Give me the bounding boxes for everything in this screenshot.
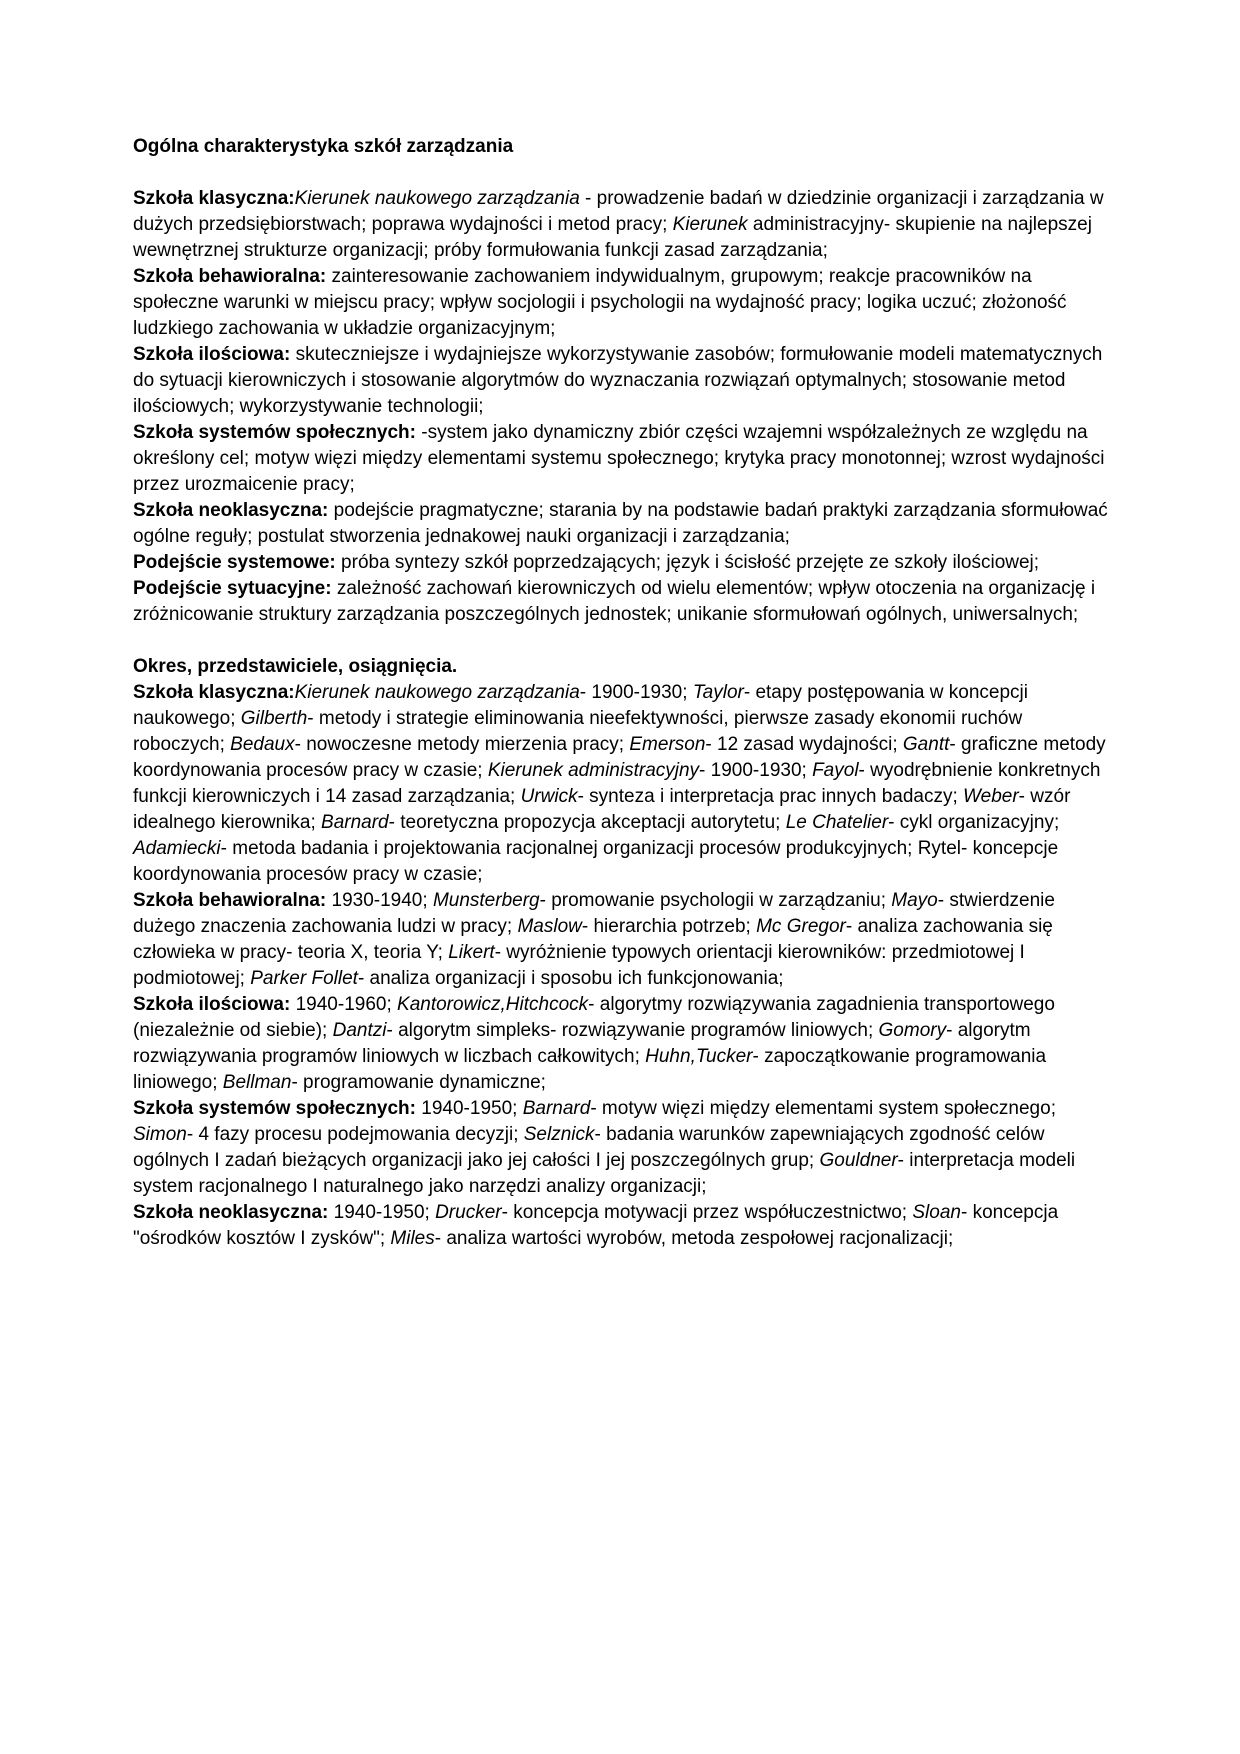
text-run: -system jako dynamiczny zbiór części wzajemni współzależnych ze względu na określony cel; motyw więzi między elementami systemu społecznego; krytyka pracy monotonnej; wzrost wydajności przez urozmaicenie pracy; bbox=[133, 422, 1105, 495]
paragraph bbox=[133, 264, 1115, 342]
paragraph bbox=[133, 550, 1115, 576]
text-run: zależność zachowań kierowniczych od wielu elementów; wpływ otoczenia na organizację i zróżnicowanie struktury zarządzania poszczególnych jednostek; unikanie sformułowań ogólnych, uniwersalnych; bbox=[133, 578, 1096, 625]
section-period-representatives bbox=[133, 680, 1115, 1252]
italic-run: Gomory bbox=[878, 1020, 947, 1041]
text-run: - cykl organizacyjny; bbox=[888, 812, 1060, 833]
italic-run: Kantorowicz,Hitchcock bbox=[397, 994, 589, 1015]
text-run: podejście pragmatyczne; starania by na podstawie badań praktyki zarządzania sformułować ogólne reguły; postulat stworzenia jednakowej nauki organizacji i zarządzania; bbox=[133, 500, 1108, 547]
italic-run: Kierunek bbox=[672, 214, 748, 235]
italic-run: Bellman bbox=[222, 1072, 292, 1093]
italic-run: Mayo bbox=[891, 890, 938, 911]
text-run: - graficzne metody koordynowania procesów pracy w czasie; bbox=[133, 734, 1106, 781]
text-run: - teoretyczna propozycja akceptacji autorytetu; bbox=[388, 812, 786, 833]
italic-run: Adamiecki bbox=[133, 838, 221, 859]
italic-run: Miles bbox=[390, 1228, 435, 1249]
text-run: - algorytmy rozwiązywania zagadnienia transportowego (niezależnie od siebie); bbox=[133, 994, 1055, 1041]
text-run: - metoda badania i projektowania racjonalnej organizacji procesów produkcyjnych; Rytel- koncepcje koordynowania procesów pracy w czasie; bbox=[133, 838, 1059, 885]
italic-run: Munsterberg bbox=[432, 890, 540, 911]
section-general-characteristics bbox=[133, 186, 1115, 628]
text-run: - interpretacja modeli system racjonalnego I naturalnego jako narzędzi analizy organizacji; bbox=[133, 1150, 1076, 1197]
italic-run: Drucker bbox=[435, 1202, 502, 1223]
italic-run: Emerson bbox=[629, 734, 706, 755]
text-run: - hierarchia potrzeb; bbox=[581, 916, 757, 937]
italic-run: Gantt bbox=[902, 734, 950, 755]
italic-run: Le Chatelier bbox=[785, 812, 889, 833]
text-run: - etapy postępowania w koncepcji naukowego; bbox=[133, 682, 1028, 729]
text-run: - 1900-1930; bbox=[579, 682, 693, 703]
text-run: - 1900-1930; bbox=[699, 760, 813, 781]
text-run: - algorytm rozwiązywania programów liniowych w liczbach całkowitych; bbox=[133, 1020, 1031, 1067]
paragraph bbox=[133, 680, 1115, 888]
italic-run: Kierunek naukowego zarządzania bbox=[294, 188, 580, 209]
italic-run: Gouldner bbox=[819, 1150, 898, 1171]
text-run: skuteczniejsze i wydajniejsze wykorzystywanie zasobów; formułowanie modeli matematycznych do sytuacji kierowniczych i stosowanie algorytmów do wyznaczania rozwiązań optymalnych; stosowanie metod ilościowych; wykorzystywanie technologii; bbox=[133, 344, 1103, 417]
italic-run: Bedaux bbox=[230, 734, 295, 755]
paragraph bbox=[133, 1096, 1115, 1200]
italic-run: Huhn,Tucker bbox=[645, 1046, 753, 1067]
text-run: - koncepcja motywacji przez współuczestnictwo; bbox=[501, 1202, 913, 1223]
text-run: - wzór idealnego kierownika; bbox=[133, 786, 1071, 833]
italic-run: Dantzi bbox=[332, 1020, 387, 1041]
text-run: - wyodrębnienie konkretnych funkcji kierowniczych i 14 zasad zarządzania; bbox=[133, 760, 1101, 807]
text-run: - algorytm simpleks- rozwiązywanie programów liniowych; bbox=[386, 1020, 879, 1041]
text-run: - analiza organizacji i sposobu ich funkcjonowania; bbox=[357, 968, 784, 989]
text-run: - zapoczątkowanie programowania liniowego; bbox=[133, 1046, 1047, 1093]
bold-run: Szkoła neoklasyczna: bbox=[133, 500, 329, 521]
text-run: zainteresowanie zachowaniem indywidualnym, grupowym; reakcje pracowników na społeczne warunki w miejscu pracy; wpływ socjologii i psychologii na wydajność pracy; logika uczuć; złożoność ludzkiego zachowania w układzie organizacyjnym; bbox=[133, 266, 1067, 339]
text-run: administracyjny- skupienie na najlepszej wewnętrznej strukturze organizacji; próby formułowania funkcji zasad zarządzania; bbox=[133, 214, 1092, 261]
bold-run: Szkoła ilościowa: bbox=[133, 344, 291, 365]
italic-run: Barnard bbox=[522, 1098, 591, 1119]
paragraph bbox=[133, 992, 1115, 1096]
paragraph bbox=[133, 420, 1115, 498]
paragraph bbox=[133, 888, 1115, 992]
paragraph bbox=[133, 498, 1115, 550]
text-run: 1930-1940; bbox=[326, 890, 433, 911]
text-run: - wyróżnienie typowych orientacji kierowników: przedmiotowej I podmiotowej; bbox=[133, 942, 1025, 989]
text-run: - promowanie psychologii w zarządzaniu; bbox=[539, 890, 892, 911]
text-run: - stwierdzenie dużego znaczenia zachowania ludzi w pracy; bbox=[133, 890, 1055, 937]
text-run: - koncepcja "ośrodków kosztów I zysków"; bbox=[133, 1202, 1059, 1249]
bold-run: Podejście systemowe: bbox=[133, 552, 336, 573]
italic-run: Parker Follet bbox=[250, 968, 358, 989]
italic-run: Gilberth bbox=[240, 708, 308, 729]
italic-run: Kierunek administracyjny bbox=[487, 760, 700, 781]
document-title: Ogólna charakterystyka szkół zarządzania bbox=[133, 136, 514, 157]
text-run: 1940-1950; bbox=[328, 1202, 436, 1223]
italic-run: Mc Gregor bbox=[756, 916, 846, 937]
paragraph bbox=[133, 1200, 1115, 1252]
text-run: - metody i strategie eliminowania nieefektywności, pierwsze zasady ekonomii ruchów roboczych; bbox=[133, 708, 1023, 755]
italic-run: Urwick bbox=[520, 786, 578, 807]
text-run: 1940-1960; bbox=[290, 994, 398, 1015]
bold-run: Szkoła behawioralna: bbox=[133, 266, 327, 287]
text-run: - motyw więzi między elementami system społecznego; bbox=[590, 1098, 1056, 1119]
text-run: - analiza zachowania się człowieka w pracy- teoria X, teoria Y; bbox=[133, 916, 1053, 963]
text-run: - nowoczesne metody mierzenia pracy; bbox=[294, 734, 630, 755]
text-run: - 12 zasad wydajności; bbox=[705, 734, 903, 755]
bold-run: Szkoła systemów społecznych: bbox=[133, 422, 416, 443]
text-run: - prowadzenie badań w dziedzinie organizacji i zarządzania w dużych przedsiębiorstwach; poprawa wydajności i metod pracy; bbox=[133, 188, 1104, 235]
text-run: - analiza wartości wyrobów, metoda zespołowej racjonalizacji; bbox=[434, 1228, 954, 1249]
paragraph bbox=[133, 342, 1115, 420]
italic-run: Sloan bbox=[912, 1202, 961, 1223]
italic-run: Barnard bbox=[321, 812, 389, 833]
text-run: - synteza i interpretacja prac innych badaczy; bbox=[577, 786, 964, 807]
italic-run: Likert bbox=[448, 942, 495, 963]
italic-run: Maslow bbox=[517, 916, 582, 937]
bold-run: Szkoła ilościowa: bbox=[133, 994, 291, 1015]
italic-run: Taylor bbox=[692, 682, 744, 703]
text-run: próba syntezy szkół poprzedzających; język i ścisłość przejęte ze szkoły ilościowej; bbox=[335, 552, 1040, 573]
italic-run: Weber bbox=[963, 786, 1019, 807]
bold-run: Podejście sytuacyjne: bbox=[133, 578, 332, 599]
bold-run: Szkoła klasyczna: bbox=[133, 188, 295, 209]
italic-run: Kierunek naukowego zarządzania bbox=[294, 682, 580, 703]
text-run: - badania warunków zapewniających zgodność celów ogólnych I zadań bieżących organizacji jako jej całości I jej poszczególnych grup; bbox=[133, 1124, 1045, 1171]
text-run: - programowanie dynamiczne; bbox=[291, 1072, 546, 1093]
italic-run: Fayol bbox=[812, 760, 859, 781]
text-run: - 4 fazy procesu podejmowania decyzji; bbox=[186, 1124, 524, 1145]
section-heading-period: Okres, przedstawiciele, osiągnięcia. bbox=[133, 656, 458, 677]
bold-run: Szkoła behawioralna: bbox=[133, 890, 327, 911]
bold-run: Szkoła neoklasyczna: bbox=[133, 1202, 329, 1223]
paragraph bbox=[133, 576, 1115, 628]
text-run: 1940-1950; bbox=[416, 1098, 523, 1119]
paragraph bbox=[133, 186, 1115, 264]
italic-run: Simon bbox=[133, 1124, 187, 1145]
bold-run: Szkoła systemów społecznych: bbox=[133, 1098, 416, 1119]
bold-run: Szkoła klasyczna: bbox=[133, 682, 295, 703]
italic-run: Selznick bbox=[523, 1124, 595, 1145]
